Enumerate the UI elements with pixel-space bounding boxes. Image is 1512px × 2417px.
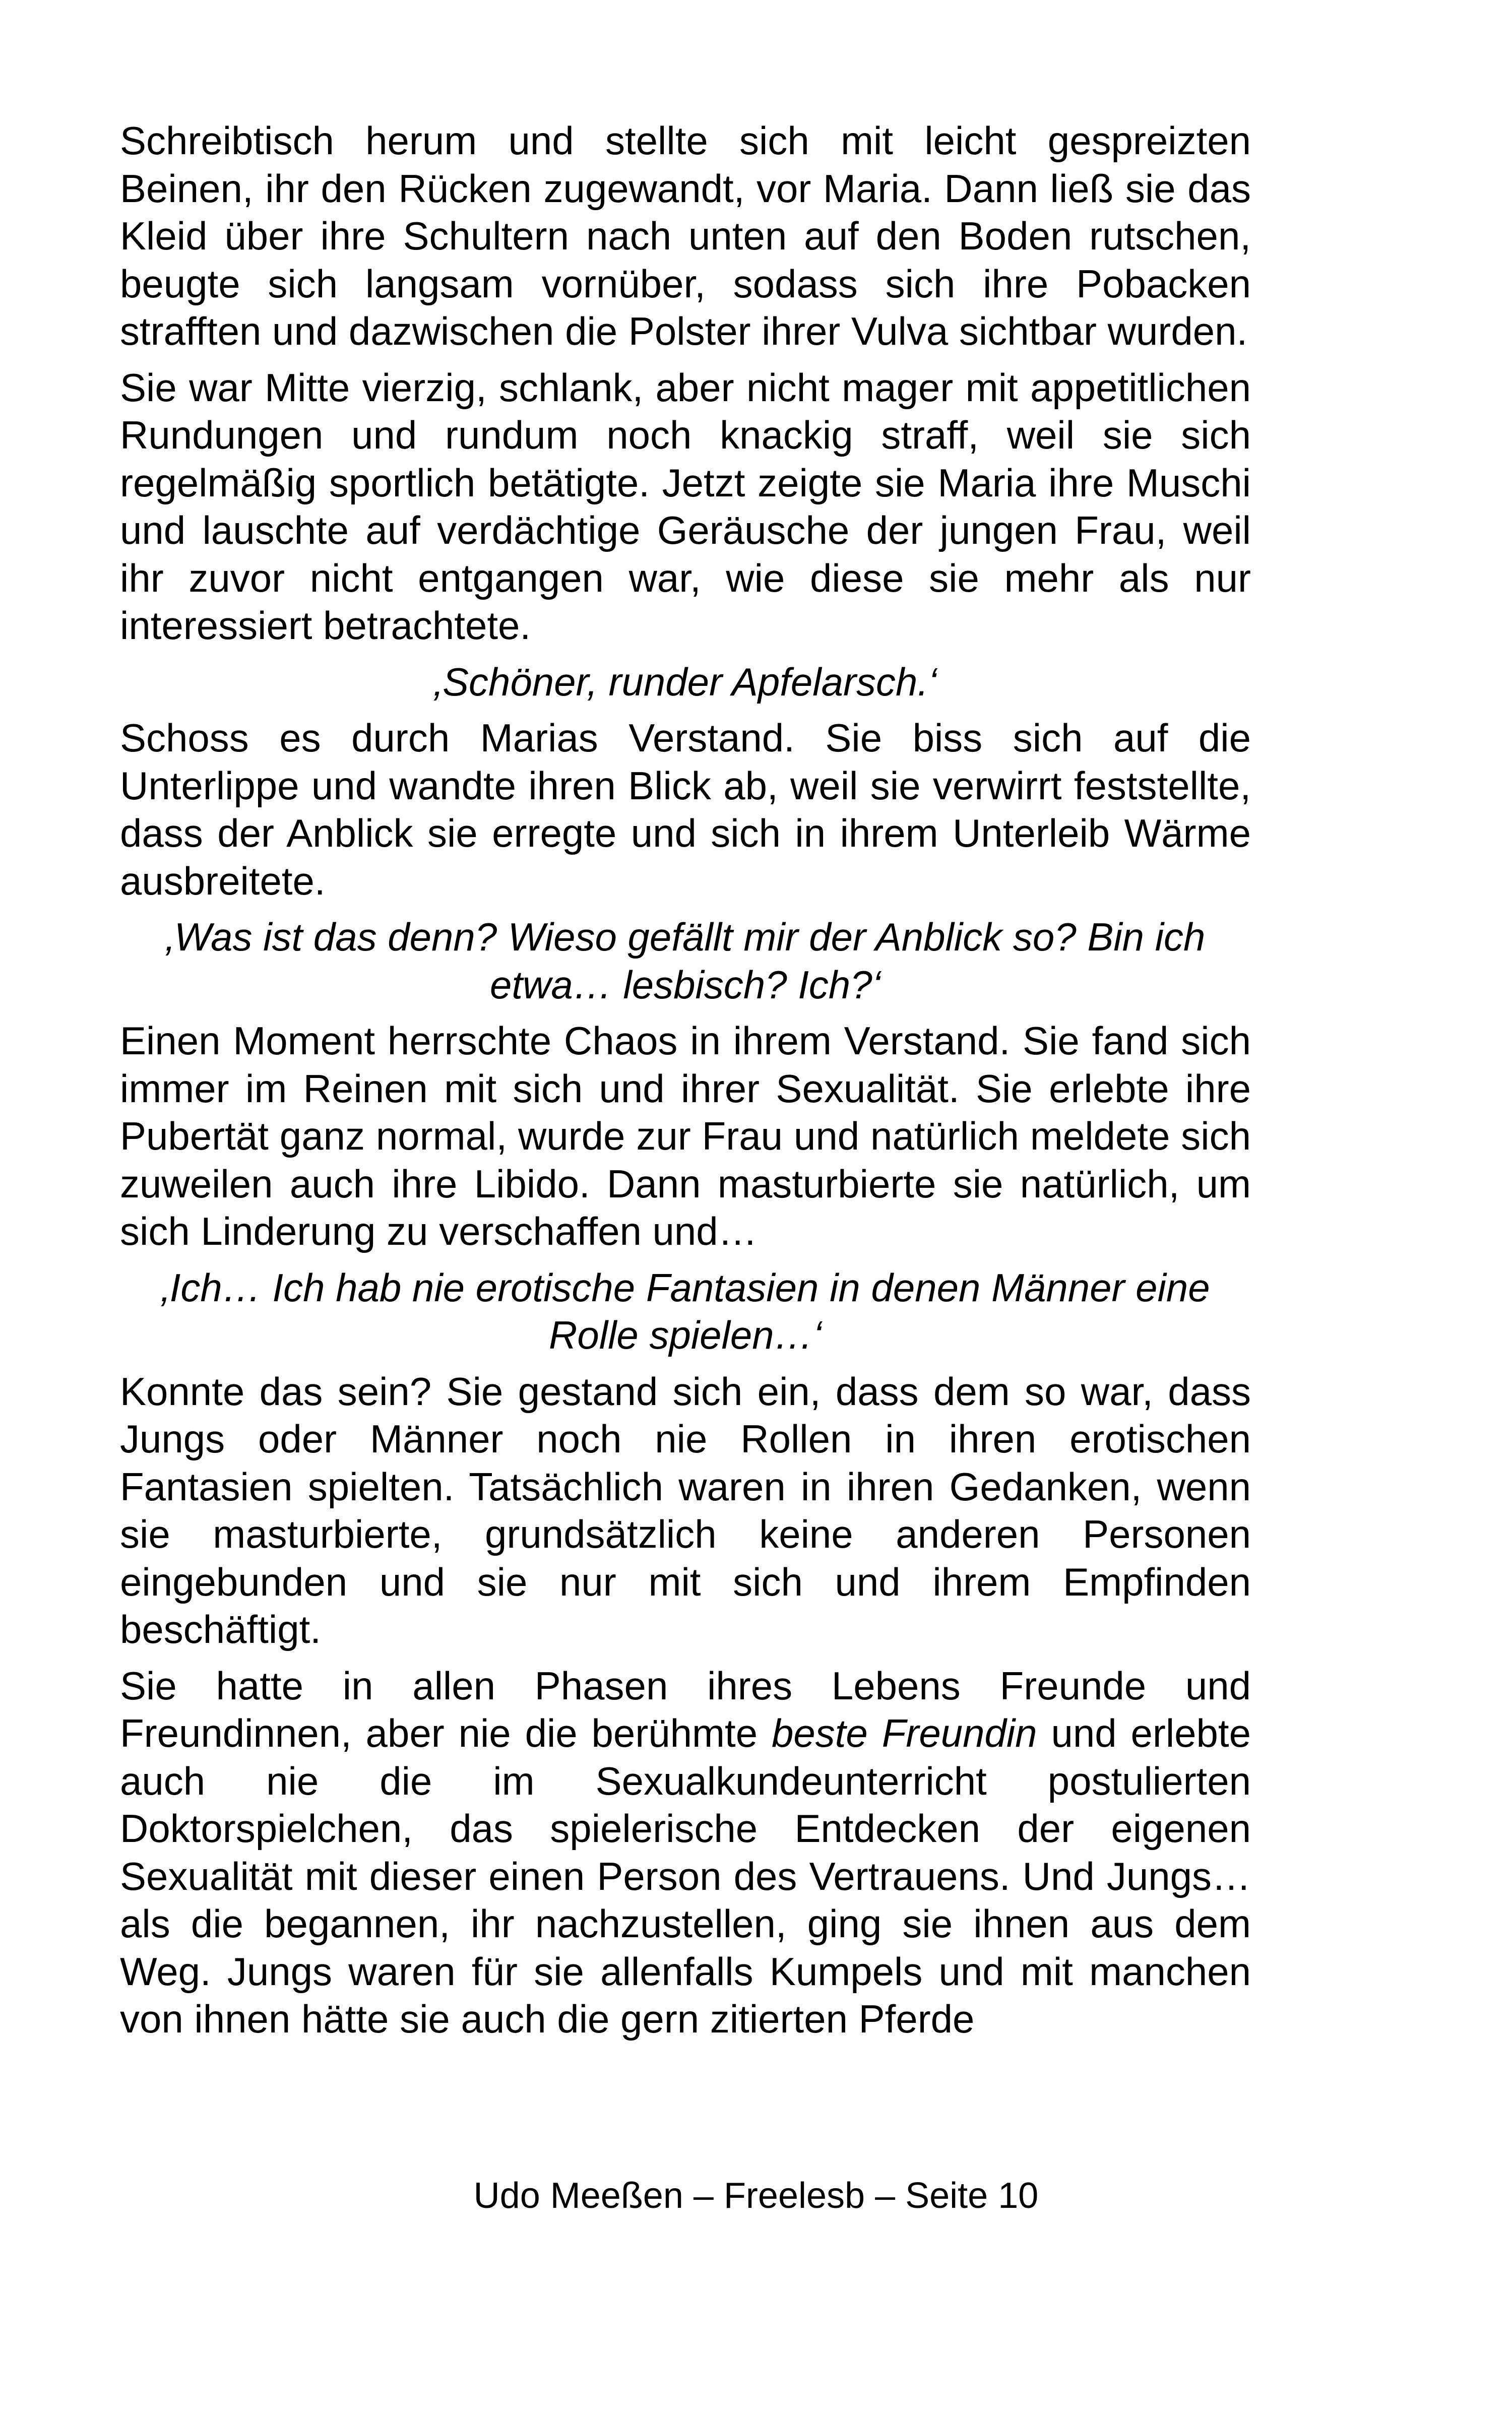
paragraph: Konnte das sein? Sie gestand sich ein, dass dem so war, dass Jungs oder Männer noch nie Rollen in ihren erotischen Fantasien spielten. Tatsächlich waren in ihren Gedanken, wenn sie masturbierte, grundsätzlich keine anderen Personen eingebunden und sie nur mit sich und ihrem Empfinden beschäftigt. (120, 1369, 1251, 1651)
page-footer: Udo Meeßen – Freelesb – Seite 10 (473, 2176, 1039, 2216)
paragraph-with-emphasis (120, 1662, 1251, 2043)
paragraph-text-after: und erlebte auch nie die im Sexualkundeunterricht postulierten Doktorspielchen, das spielerische Entdecken der eigenen Sexualität mit dieser einen Person des Vertrauens. Und Jungs… als die begannen, ihr nachzustellen, ging sie ihnen aus dem Weg. Jungs waren für sie allenfalls Kumpels und mit manchen von ihnen hätte sie auch die gern zitierten Pferde (120, 1711, 1251, 2041)
paragraph-text-before: Sie hatte in allen Phasen ihres Lebens Freunde und Freundinnen, aber nie die berühmte (120, 1663, 1251, 1755)
paragraph: Schoss es durch Marias Verstand. Sie biss sich auf die Unterlippe und wandte ihren Blick ab, weil sie verwirrt feststellte, dass der Anblick sie erregte und sich in ihrem Unterleib Wärme ausbreitete. (120, 716, 1251, 903)
thought-line: ‚Was ist das denn? Wieso gefällt mir der Anblick so? Bin ich etwa… lesbisch? Ich?‘ (165, 915, 1206, 1007)
paragraph: Sie war Mitte vierzig, schlank, aber nicht mager mit appetitlichen Rundungen und rundum noch knackig straff, weil sie sich regelmäßig sportlich betätigte. Jetzt zeigte sie Maria ihre Muschi und lauschte auf verdächtige Geräusche der jungen Frau, weil ihr zuvor nicht entgangen war, wie diese sie mehr als nur interessiert betrachtete. (120, 365, 1251, 648)
thought-line: ‚Schöner, runder Apfelarsch.‘ (433, 659, 937, 704)
thought-line: ‚Ich… Ich hab nie erotische Fantasien in denen Männer eine Rolle spielen…‘ (161, 1265, 1210, 1357)
paragraph: Schreibtisch herum und stellte sich mit leicht gespreizten Beinen, ihr den Rücken zugewandt, vor Maria. Dann ließ sie das Kleid über ihre Schultern nach unten auf den Boden rutschen, beugte sich langsam vornüber, sodass sich ihre Pobacken strafften und dazwischen die Polster ihrer Vulva sichtbar wurden. (120, 118, 1251, 353)
emphasis-text: beste Freundin (771, 1711, 1037, 1755)
paragraph: Einen Moment herrschte Chaos in ihrem Verstand. Sie fand sich immer im Reinen mit sich und ihrer Sexualität. Sie erlebte ihre Pubertät ganz normal, wurde zur Frau und natürlich meldete sich zuweilen auch ihre Libido. Dann masturbierte sie natürlich, um sich Linderung zu verschaffen und… (120, 1019, 1251, 1253)
page-text-block (120, 117, 1251, 2052)
